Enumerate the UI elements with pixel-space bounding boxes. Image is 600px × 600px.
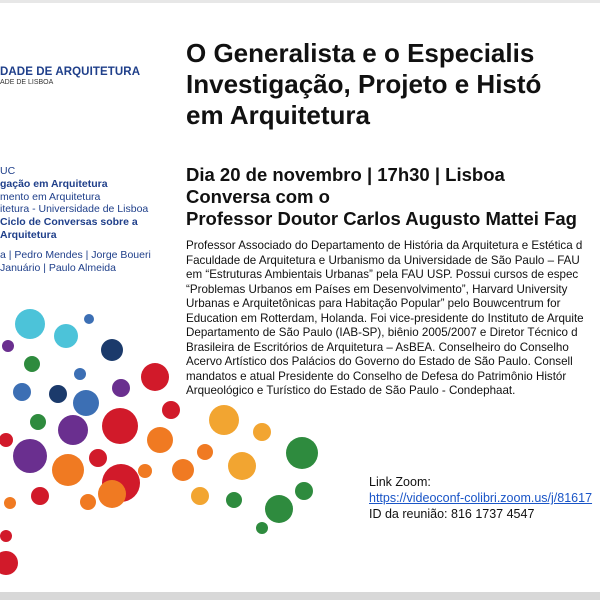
decorative-dot bbox=[191, 487, 209, 505]
decorative-dot bbox=[2, 340, 14, 352]
page-title bbox=[186, 38, 600, 131]
decorative-dot bbox=[31, 487, 49, 505]
decorative-dot bbox=[4, 497, 16, 509]
zoom-info bbox=[369, 474, 600, 522]
decorative-dot bbox=[209, 405, 239, 435]
decorative-dot bbox=[162, 401, 180, 419]
event-date: Dia 20 de novembro | 17h30 | Lisboa bbox=[186, 164, 505, 185]
credits-line: Januário | Paulo Almeida bbox=[0, 261, 116, 274]
credits-line: UC bbox=[0, 165, 16, 177]
decorative-dot bbox=[265, 495, 293, 523]
bio-line: Acervo Artístico dos Palácios do Governo do Estado de São Paulo. Consell bbox=[186, 355, 573, 368]
bio-line: mandatos e atual Presidente do Conselho de Defesa do Patrimônio Histór bbox=[186, 369, 567, 383]
bio-line: Departamento de São Paulo (IAB-SP), biênio 2005/2007 e Diretor Técnico d bbox=[186, 326, 578, 339]
speaker-name: Professor Doutor Carlos Augusto Mattei Fag bbox=[186, 208, 577, 229]
bio-line: Arqueológico e Turístico do Estado de São Paulo - Condephaat. bbox=[186, 384, 516, 397]
decorative-dot bbox=[74, 368, 86, 380]
credits-line: a | Pedro Mendes | Jorge Boueri bbox=[0, 248, 151, 261]
event-intro: Conversa com o bbox=[186, 186, 330, 207]
speaker-bio bbox=[186, 239, 600, 399]
title-line: em Arquitetura bbox=[186, 100, 370, 130]
credits-line: Ciclo de Conversas sobre a bbox=[0, 216, 138, 229]
decorative-dot bbox=[138, 464, 152, 478]
decorative-dot bbox=[253, 423, 271, 441]
bio-line: Urbanas e Arquitetônicas para Habitação Popular” pelo Bouwcentrum for bbox=[186, 297, 561, 310]
decorative-dot bbox=[101, 339, 123, 361]
credits-line: gação em Arquitetura bbox=[0, 177, 108, 190]
logo-subtitle: ADE DE LISBOA bbox=[0, 79, 54, 86]
credits-line: itetura - Universidade de Lisboa bbox=[0, 203, 149, 216]
decorative-dot bbox=[141, 363, 169, 391]
decorative-dot bbox=[112, 379, 130, 397]
decorative-dot bbox=[49, 385, 67, 403]
decorative-dot bbox=[295, 482, 313, 500]
decorative-dot bbox=[52, 454, 84, 486]
event-header bbox=[186, 164, 600, 230]
bio-line: “Problemas Urbanos em Países em Desenvolvimento”, Harvard University bbox=[186, 282, 568, 296]
bio-line: Education em Rotterdam, Holanda. Foi vice-presidente do Instituto de Arquite bbox=[186, 311, 584, 325]
bio-line: em “Estruturas Ambientais Urbanas” pela FAU USP. Possui cursos de espec bbox=[186, 268, 579, 281]
decorative-dot bbox=[15, 309, 45, 339]
title-line: Investigação, Projeto e Histó bbox=[186, 69, 542, 99]
decorative-dot bbox=[226, 492, 242, 508]
meeting-id: ID da reunião: 816 1737 4547 bbox=[369, 507, 535, 521]
zoom-label: Link Zoom: bbox=[369, 475, 431, 489]
decorative-dot bbox=[172, 459, 194, 481]
decorative-dot bbox=[286, 437, 318, 469]
logo-title: DADE DE ARQUITETURA bbox=[0, 66, 141, 78]
decorative-dot bbox=[98, 480, 126, 508]
title-line: O Generalista e o Especialis bbox=[186, 38, 535, 68]
decorative-dot bbox=[13, 383, 31, 401]
decorative-dot bbox=[73, 390, 99, 416]
decorative-dot bbox=[0, 433, 13, 447]
credits-line: Arquitetura bbox=[0, 228, 57, 241]
window-bottom-edge bbox=[0, 592, 600, 600]
decorative-dot bbox=[54, 324, 78, 348]
bio-line: Faculdade de Arquitetura e Urbanismo da Universidade de São Paulo – FAU bbox=[186, 253, 580, 267]
decorative-dot bbox=[197, 444, 213, 460]
decorative-dot bbox=[30, 414, 46, 430]
decorative-dot bbox=[0, 530, 12, 542]
decorative-dot bbox=[84, 314, 94, 324]
decorative-dot bbox=[0, 551, 18, 575]
decorative-dot bbox=[89, 449, 107, 467]
decorative-dot bbox=[80, 494, 96, 510]
bio-line: Brasileira de Escritórios de Arquitetura – AsBEA. Conselheiro do Conselho bbox=[186, 340, 569, 354]
decorative-dot bbox=[58, 415, 88, 445]
decorative-dot bbox=[147, 427, 173, 453]
decorative-dot bbox=[256, 522, 268, 534]
decorative-dot bbox=[102, 408, 138, 444]
decorative-dot bbox=[24, 356, 40, 372]
bio-line: Professor Associado do Departamento de História da Arquitetura e Estética d bbox=[186, 239, 583, 252]
credits-line: mento em Arquitetura bbox=[0, 190, 101, 203]
decorative-dot bbox=[13, 439, 47, 473]
decorative-dot bbox=[228, 452, 256, 480]
zoom-link[interactable]: https://videoconf-colibri.zoom.us/j/81617 bbox=[369, 491, 593, 505]
